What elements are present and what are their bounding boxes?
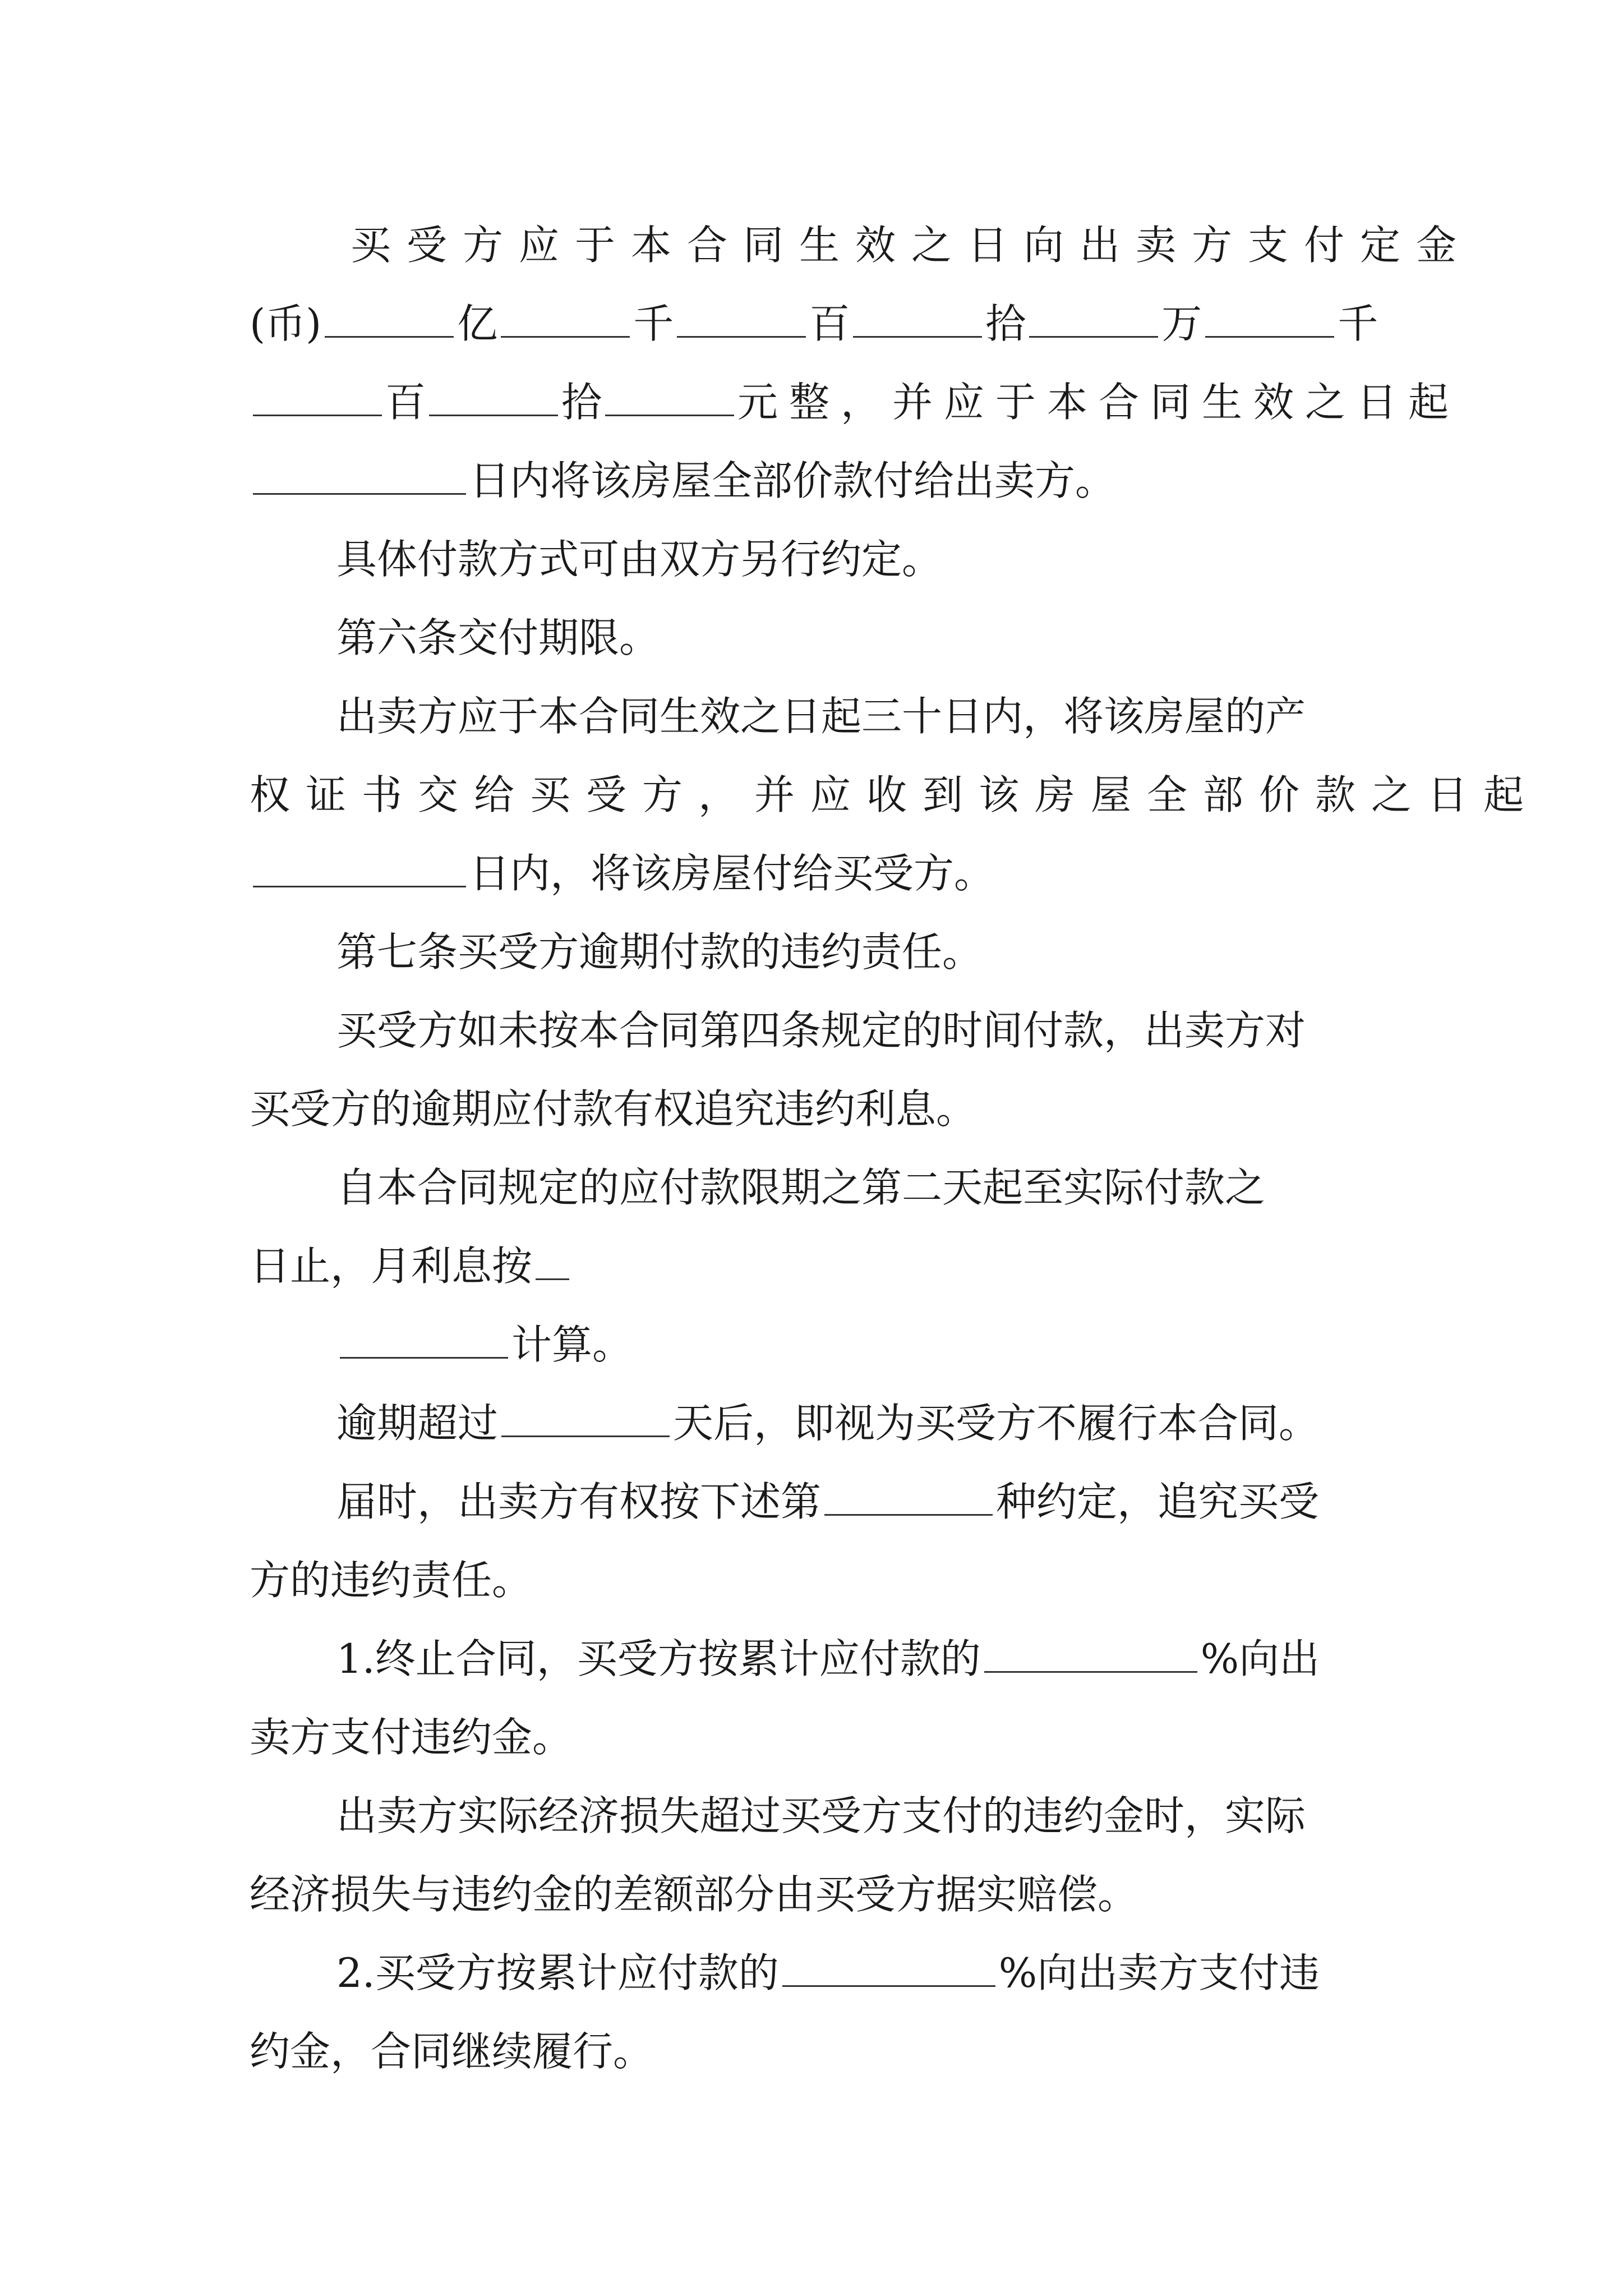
fill-blank[interactable] (325, 300, 454, 338)
fill-blank[interactable] (429, 378, 558, 416)
text: %向出 (1200, 1635, 1320, 1682)
fill-blank[interactable] (782, 1949, 995, 1987)
paragraph-line (0, 1462, 1623, 1541)
list-item (0, 1619, 1623, 1698)
text: 元整，并应于本合同生效之日起 (737, 379, 1460, 426)
paragraph-line (0, 1698, 1623, 1777)
paragraph-line (0, 520, 1623, 599)
fill-blank[interactable] (501, 1399, 670, 1437)
text: 自本合同规定的应付款限期之第二天起至实际付款之 (336, 1164, 1266, 1211)
text: 亿 (457, 300, 498, 347)
fill-blank[interactable] (253, 849, 466, 887)
text: 买受方应于本合同生效之日向出卖方支付定金 (351, 222, 1473, 269)
paragraph-line (0, 1070, 1623, 1148)
paragraph-line (0, 1148, 1623, 1227)
paragraph-line (0, 756, 1623, 834)
text: 届时，出卖方有权按下述第 (336, 1478, 822, 1525)
paragraph-line (0, 677, 1623, 756)
paragraph-line (0, 834, 1623, 913)
paragraph-line (0, 206, 1623, 284)
text: 第六条交付期限。 (336, 614, 660, 661)
paragraph-line (0, 2012, 1623, 2091)
text: 天后，即视为买受方不履行本合同。 (673, 1400, 1320, 1447)
fill-blank[interactable] (253, 457, 466, 495)
paragraph-line (0, 1777, 1623, 1855)
text: 万 (1161, 300, 1202, 347)
fill-blank[interactable] (1205, 300, 1334, 338)
text: 拾 (561, 379, 602, 426)
text: 2.买受方按累计应付款的 (336, 1949, 779, 1996)
section-heading (0, 599, 1623, 677)
paragraph-line (0, 363, 1623, 441)
text: 千 (633, 300, 674, 347)
text: 百 (809, 300, 850, 347)
text: 1.终止合同，买受方按累计应付款的 (336, 1635, 981, 1682)
fill-blank[interactable] (824, 1478, 993, 1516)
text: %向出卖方支付违 (998, 1949, 1320, 1996)
fill-blank[interactable] (605, 378, 734, 416)
fill-blank[interactable] (340, 1320, 508, 1359)
paragraph-line (0, 441, 1623, 520)
text: 出卖方实际经济损失超过买受方支付的违约金时，实际 (336, 1792, 1306, 1839)
text: 经济损失与违约金的差额部分由买受方据实赔偿。 (250, 1871, 1138, 1918)
paragraph-line (0, 1305, 1623, 1384)
text: 千 (1338, 300, 1378, 347)
paragraph-line (0, 284, 1623, 363)
text: 计算。 (511, 1321, 633, 1368)
fill-blank[interactable] (677, 300, 806, 338)
paragraph-line (0, 1384, 1623, 1462)
text: 日内，将该房屋付给买受方。 (469, 850, 995, 897)
text: (币) (250, 300, 322, 347)
paragraph-line (0, 991, 1623, 1070)
text: 种约定，追究买受 (996, 1478, 1320, 1525)
text: 具体付款方式可由双方另行约定。 (336, 536, 943, 583)
text: 买受方的逾期应付款有权追究违约利息。 (250, 1085, 977, 1133)
fill-blank[interactable] (853, 300, 982, 338)
text: 日内将该房屋全部价款付给出卖方。 (469, 457, 1116, 504)
text: 方的违约责任。 (250, 1557, 533, 1604)
text: 逾期超过 (336, 1400, 499, 1447)
text: 买受方如未按本合同第四条规定的时间付款，出卖方对 (336, 1007, 1306, 1054)
text: 权证书交给买受方，并应收到该房屋全部价款之日起 (250, 771, 1540, 818)
list-item (0, 1934, 1623, 2012)
text: 拾 (985, 300, 1026, 347)
text: 约金，合同继续履行。 (250, 2028, 654, 2075)
text: 出卖方应于本合同生效之日起三十日内，将该房屋的产 (336, 693, 1306, 740)
section-heading (0, 913, 1623, 991)
fill-blank[interactable] (984, 1635, 1197, 1673)
text: 百 (385, 379, 426, 426)
fill-blank[interactable] (501, 300, 630, 338)
text: 第七条买受方逾期付款的违约责任。 (336, 928, 983, 976)
paragraph-line (0, 1541, 1623, 1619)
fill-blank[interactable] (1029, 300, 1158, 338)
fill-blank[interactable] (253, 378, 382, 416)
text: 卖方支付违约金。 (250, 1714, 573, 1761)
paragraph-line (0, 1855, 1623, 1934)
text: 日止，月利息按 (250, 1243, 533, 1290)
paragraph-line (0, 1227, 1623, 1305)
fill-blank[interactable] (536, 1242, 569, 1280)
